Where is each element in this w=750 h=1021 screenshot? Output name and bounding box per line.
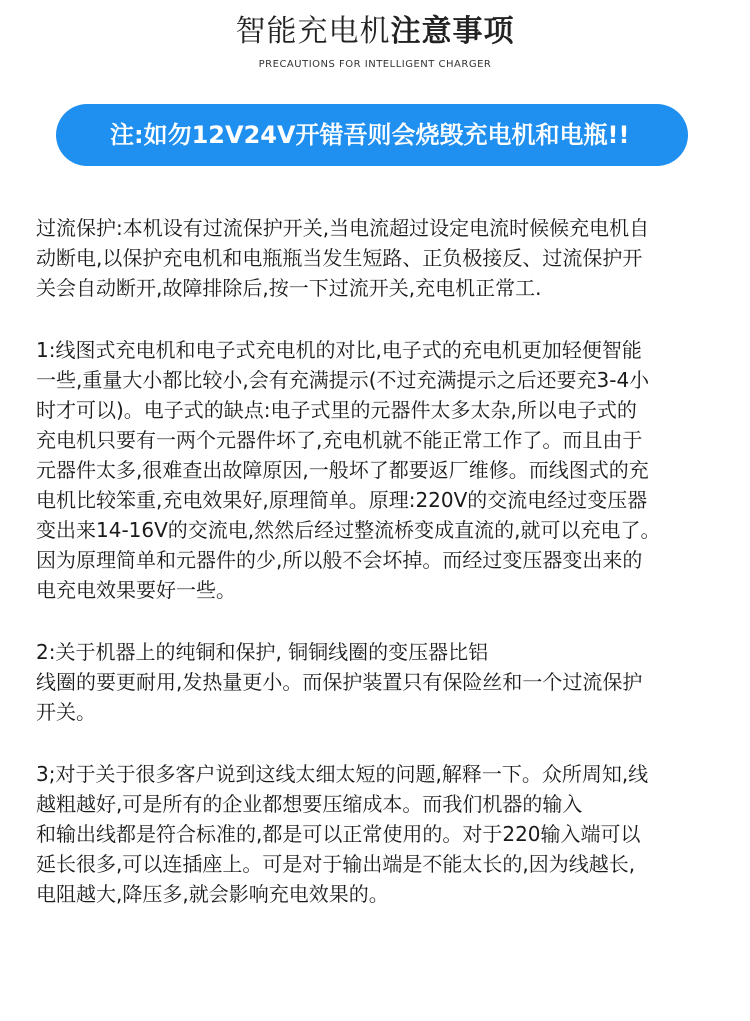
paragraph-line: 延长很多,可以连插座上。可是对于输出端是不能太长的,因为线越长, — [36, 852, 636, 876]
warning-banner-text: 注:如勿12V24V开错吾则会烧毁充电机和电瓶!! — [110, 121, 630, 149]
warning-banner — [56, 104, 688, 166]
page-title — [0, 12, 750, 52]
precautions-content — [36, 213, 716, 941]
paragraph-line: 一些,重量大小都比较小,会有充满提示(不过充满提示之后还要充3-4小 — [36, 368, 650, 392]
paragraph-line: 因为原理简单和元器件的少,所以般不会坏掉。而经过变压器变出来的 — [36, 548, 643, 572]
paragraph-line: 关会自动断开,故障排除后,按一下过流开关,充电机正常工. — [36, 276, 542, 300]
paragraph-line: 动断电,以保护充电机和电瓶瓶当发生短路、正负极接反、过流保护开 — [36, 246, 643, 270]
paragraph-line: 电充电效果要好一些。 — [36, 578, 236, 602]
paragraph-overcurrent-protection — [36, 213, 716, 303]
paragraph-copper-and-protection — [36, 637, 716, 727]
paragraph-line: 3;对于关于很多客户说到这线太细太短的问题,解释一下。众所周知,线 — [36, 762, 649, 786]
paragraph-line: 线圈的要更耐用,发热量更小。而保护装置只有保险丝和一个过流保护 — [36, 670, 643, 694]
paragraph-line: 1:线图式充电机和电子式充电机的对比,电子式的充电机更加轻便智能 — [36, 338, 642, 362]
paragraph-line: 2:关于机器上的纯铜和保护, 铜铜线圈的变压器比铝 — [36, 640, 489, 664]
page-title-bold: 注意事项 — [390, 14, 515, 49]
paragraph-line: 充电机只要有一两个元器件坏了,充电机就不能正常工作了。而且由于 — [36, 428, 643, 452]
page-title-light: 智能充电机 — [235, 14, 391, 49]
page-header — [0, 12, 750, 72]
paragraph-line: 越粗越好,可是所有的企业都想要压缩成本。而我们机器的输入 — [36, 792, 583, 816]
paragraph-cable-length — [36, 759, 716, 909]
paragraph-line: 元器件太多,很难查出故障原因,一般坏了都要返厂维修。而线图式的充 — [36, 458, 649, 482]
paragraph-line: 过流保护:本机设有过流保护开关,当电流超过设定电流时候候充电机自 — [36, 216, 650, 240]
paragraph-line: 时才可以)。电子式的缺点:电子式里的元器件太多太杂,所以电子式的 — [36, 398, 637, 422]
paragraph-charger-comparison — [36, 335, 716, 605]
paragraph-line: 电机比较笨重,充电效果好,原理简单。原理:220V的交流电经过变压器 — [36, 488, 648, 512]
paragraph-line: 和输出线都是符合标准的,都是可以正常使用的。对于220输入端可以 — [36, 822, 641, 846]
paragraph-line: 电阻越大,降压多,就会影响充电效果的。 — [36, 882, 389, 906]
paragraph-line: 开关。 — [36, 700, 96, 724]
paragraph-line: 变出来14-16V的交流电,然然后经过整流桥变成直流的,就可以充电了。 — [36, 518, 661, 542]
page-subtitle: PRECAUTIONS FOR INTELLIGENT CHARGER — [258, 59, 492, 70]
